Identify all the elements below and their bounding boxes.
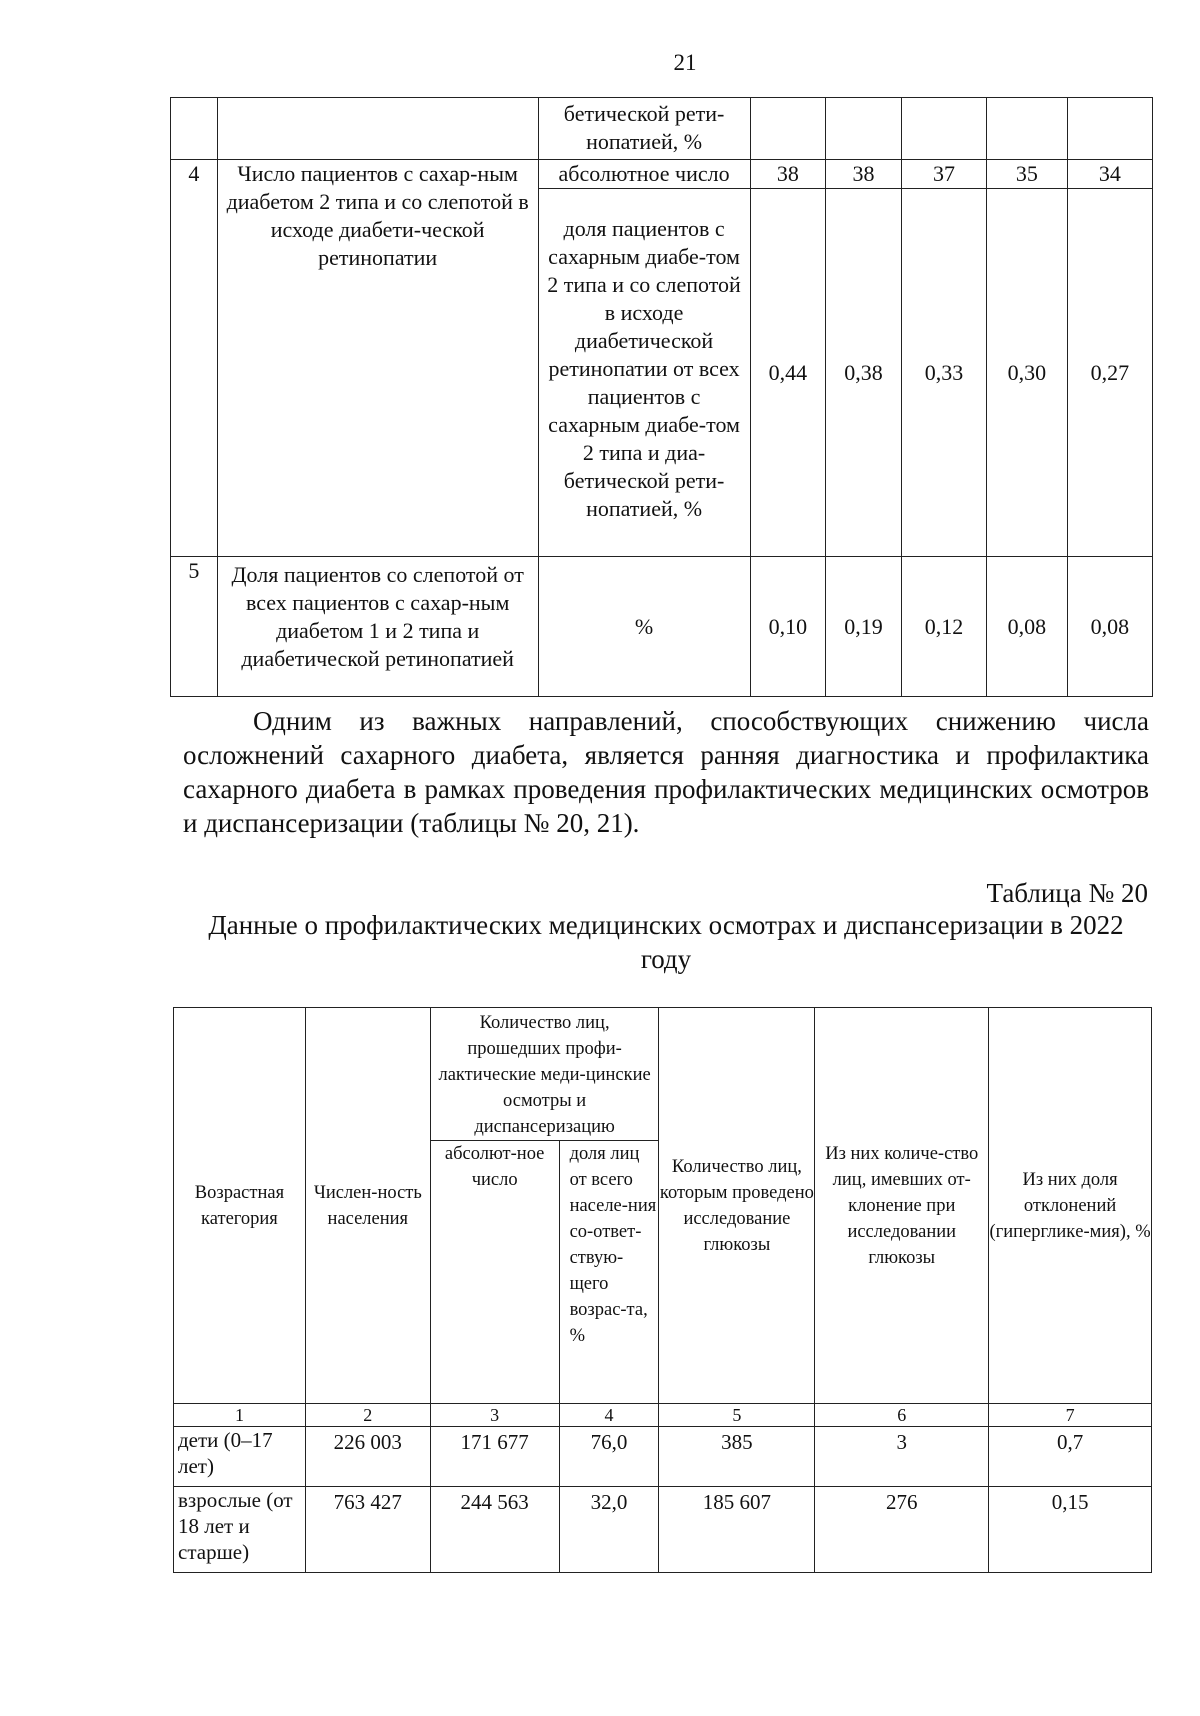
value-cell: 0,27 <box>1067 189 1152 557</box>
column-number: 5 <box>659 1404 815 1427</box>
value-cell: 0,19 <box>826 557 902 697</box>
value-cell: 35 <box>987 160 1067 189</box>
value-cell: 0,10 <box>750 557 826 697</box>
unit-cell: % <box>538 557 750 697</box>
value-cell: 276 <box>815 1487 989 1573</box>
row-number: 4 <box>171 160 218 557</box>
table-title: Данные о профилактических медицинских осмотрах и диспансеризации в 2022 году <box>208 910 1124 974</box>
column-number-row <box>174 1404 1152 1427</box>
value-cell: 0,08 <box>987 557 1067 697</box>
value-cell: 226 003 <box>305 1427 430 1487</box>
header-age: Возрастная категория <box>174 1008 306 1404</box>
table-header-row <box>174 1008 1152 1141</box>
value-cell: 0,08 <box>1067 557 1152 697</box>
indicator-name: Число пациентов с сахар-ным диабетом 2 типа и со слепотой в исходе диабети-ческой ретинопатии <box>217 160 538 557</box>
value-cell: 185 607 <box>659 1487 815 1573</box>
table-row <box>174 1427 1152 1487</box>
header-abs: абсолют-ное число <box>430 1141 559 1404</box>
table-row <box>171 98 1153 160</box>
header-share: доля лиц от всего населе-ния со-ответ-ствую-щего возрас-та, % <box>559 1141 659 1404</box>
column-number: 4 <box>559 1404 659 1427</box>
body-paragraph: Одним из важных направлений, способствующих снижению числа осложнений сахарного диабета, является ранняя диагностика и профилактика сахарного диабета в рамках проведения профилактических медицинских осмотров и диспансеризации (таблицы № 20, 21). <box>183 706 1149 838</box>
indicator-name: Доля пациентов со слепотой от всех пациентов с сахар-ным диабетом 1 и 2 типа и диабетической ретинопатией <box>217 557 538 697</box>
page-number: 21 <box>673 50 697 75</box>
age-category: взрослые (от 18 лет и старше) <box>174 1487 306 1573</box>
value-cell: 0,33 <box>901 189 986 557</box>
value-cell: 37 <box>901 160 986 189</box>
age-category: дети (0–17 лет) <box>174 1427 306 1487</box>
column-number: 6 <box>815 1404 989 1427</box>
header-population: Числен-ность населения <box>305 1008 430 1404</box>
value-cell: 0,30 <box>987 189 1067 557</box>
value-cell: 32,0 <box>559 1487 659 1573</box>
value-cell: 38 <box>750 160 826 189</box>
column-number: 2 <box>305 1404 430 1427</box>
preventive-exams-table <box>173 1007 1152 1573</box>
value-cell: 385 <box>659 1427 815 1487</box>
column-number: 3 <box>430 1404 559 1427</box>
value-cell: 38 <box>826 160 902 189</box>
value-cell: 76,0 <box>559 1427 659 1487</box>
diabetes-retinopathy-table <box>170 97 1153 697</box>
header-examined: Количество лиц, прошедших профи-лактические меди-цинские осмотры и диспансеризацию <box>430 1008 659 1141</box>
row-number: 5 <box>171 557 218 697</box>
unit-cell: доля пациентов с сахарным диабе-том 2 типа и со слепотой в исходе диабетической ретинопатии от всех пациентов с сахарным диабе-том 2 типа и диа-бетической рети-нопатией, % <box>538 189 750 557</box>
value-cell: 171 677 <box>430 1427 559 1487</box>
value-cell: 34 <box>1067 160 1152 189</box>
unit-cell: абсолютное число <box>538 160 750 189</box>
table-row <box>174 1487 1152 1573</box>
value-cell: 0,7 <box>989 1427 1152 1487</box>
table-row <box>171 160 1153 189</box>
header-hyperglycemia: Из них доля отклонений (гипергликe-мия), % <box>989 1008 1152 1404</box>
unit-cell: бетической рети-нопатией, % <box>538 98 750 160</box>
value-cell: 0,38 <box>826 189 902 557</box>
table-row <box>171 557 1153 697</box>
column-number: 7 <box>989 1404 1152 1427</box>
value-cell: 0,44 <box>750 189 826 557</box>
table-label: Таблица № 20 <box>986 878 1148 908</box>
header-deviation: Из них количе-ство лиц, имевших от-клонение при исследовании глюкозы <box>815 1008 989 1404</box>
value-cell: 0,12 <box>901 557 986 697</box>
value-cell: 3 <box>815 1427 989 1487</box>
value-cell: 0,15 <box>989 1487 1152 1573</box>
column-number: 1 <box>174 1404 306 1427</box>
value-cell: 244 563 <box>430 1487 559 1573</box>
header-glucose: Количество лиц, которым проведено исследование глюкозы <box>659 1008 815 1404</box>
value-cell: 763 427 <box>305 1487 430 1573</box>
